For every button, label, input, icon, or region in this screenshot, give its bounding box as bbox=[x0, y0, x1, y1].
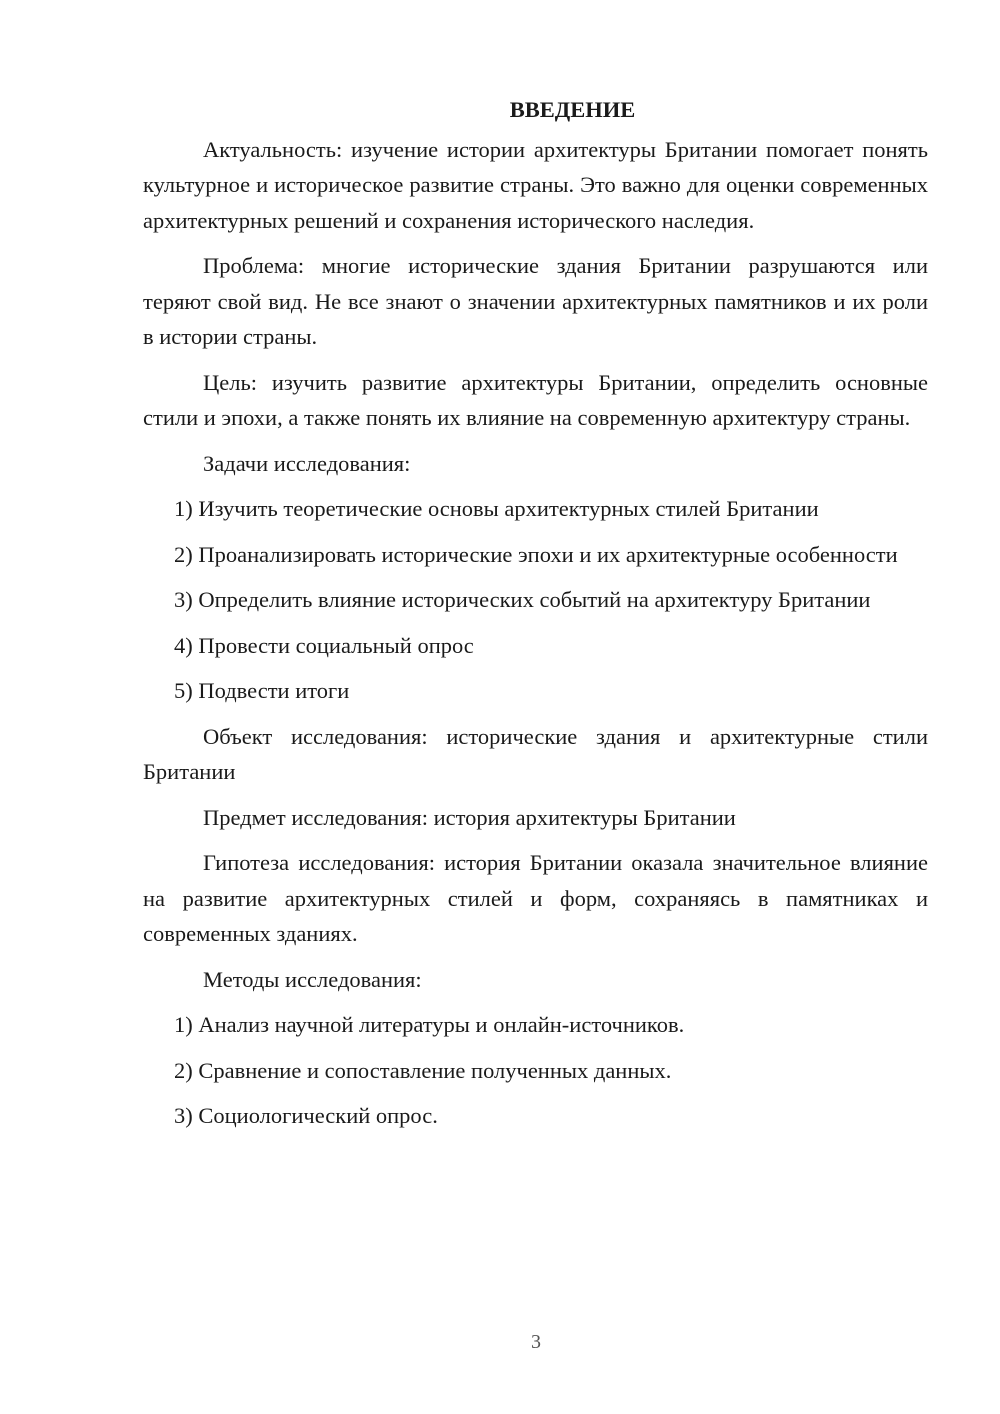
document-body bbox=[143, 92, 928, 1144]
task-item: 4) Провести социальный опрос bbox=[174, 632, 474, 658]
method-item: 1) Анализ научной литературы и онлайн-источников. bbox=[174, 1012, 685, 1037]
task-item: 1) Изучить теоретические основы архитектурных стилей Британии bbox=[174, 496, 819, 521]
task-item: 5) Подвести итоги bbox=[174, 678, 350, 703]
hypothesis-paragraph: Гипотеза исследования: история Британии оказала значительное влияние на развитие архитектурных стилей и форм, сохраняясь в памятниках и современных зданиях. bbox=[143, 850, 928, 946]
method-item: 2) Сравнение и сопоставление полученных данных. bbox=[174, 1057, 672, 1083]
method-item: 3) Социологический опрос. bbox=[174, 1103, 438, 1128]
tasks-heading: Задачи исследования: bbox=[203, 450, 411, 476]
section-title: ВВЕДЕНИЕ bbox=[509, 97, 636, 122]
methods-heading: Методы исследования: bbox=[203, 966, 422, 992]
object-paragraph: Объект исследования: исторические здания и архитектурные стили Британии bbox=[143, 723, 928, 784]
page-number: 3 bbox=[531, 1331, 541, 1353]
problem-paragraph: Проблема: многие исторические здания Британии разрушаются или теряют свой вид. Не все знают о значении архитектурных памятников и их роли в истории страны. bbox=[143, 253, 928, 349]
subject-paragraph: Предмет исследования: история архитектуры Британии bbox=[203, 804, 736, 830]
task-item: 3) Определить влияние исторических событий на архитектуру Британии bbox=[174, 587, 871, 612]
goal-paragraph: Цель: изучить развитие архитектуры Британии, определить основные стили и эпохи, а также понять их влияние на современную архитектуру страны. bbox=[143, 369, 928, 430]
relevance-paragraph: Актуальность: изучение истории архитектуры Британии помогает понять культурное и историческое развитие страны. Это важно для оценки современных архитектурных решений и сохранения исторического наследия. bbox=[143, 136, 928, 233]
task-item: 2) Проанализировать исторические эпохи и их архитектурные особенности bbox=[174, 541, 898, 567]
